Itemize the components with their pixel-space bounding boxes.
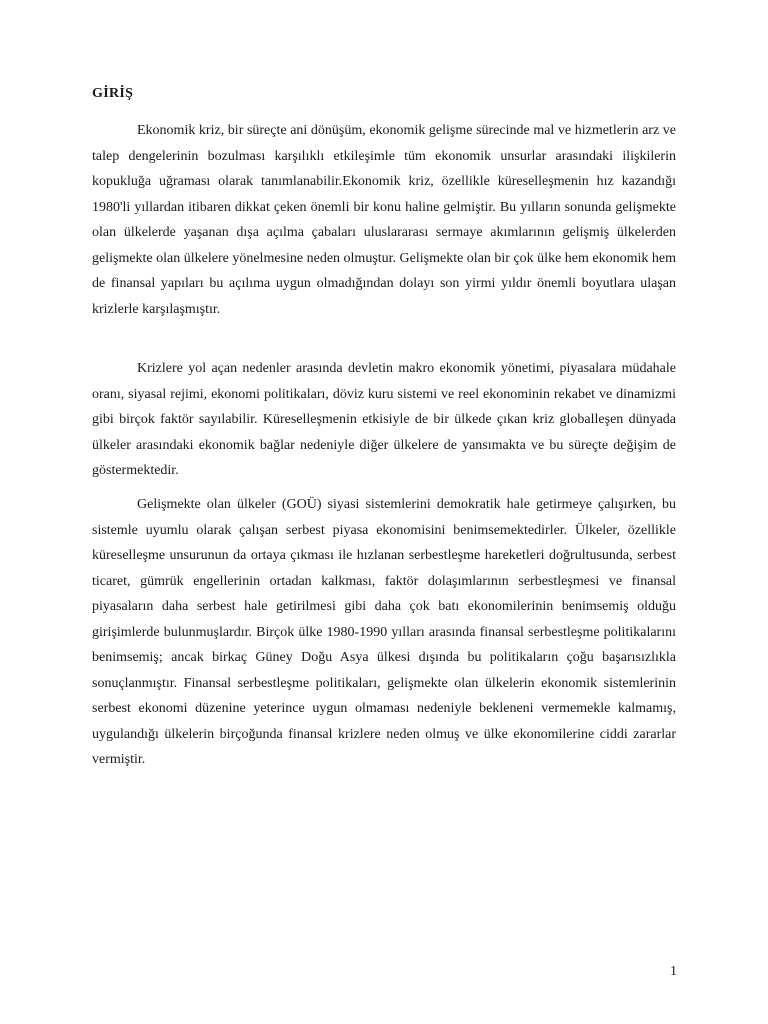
page-number: 1 [670, 964, 677, 979]
section-heading: GİRİŞ [92, 86, 134, 101]
body-paragraph-3: Gelişmekte olan ülkeler (GOÜ) siyasi sistemlerini demokratik hale getirmeye çalışırken, bu sistemle uyumlu olarak çalışan serbest piyasa ekonomisini benimsemektedirler. Ülkeler, özellikle küreselleşme unsurunun da ortaya çıkması ile hızlanan serbestleşme hareketleri doğrultusunda, serbest ticaret, gümrük engellerinin ortadan kalkması, faktör dolaşımlarının serbestleşmesi ve finansal piyasaların daha serbest hale getirilmesi gibi daha çok batı ekonomilerinin benimsemiş olduğu girişimlerde bulunmuşlardır. Birçok ülke 1980-1990 yılları arasında finansal serbestleşme politikalarını benimsemiş; ancak birkaç Güney Doğu Asya ülkesi dışında bu politikaların çoğu başarısızlıkla sonuçlanmıştır. Finansal serbestleşme politikaları, gelişmekte olan ülkelerin ekonomik sistemlerinin serbest ekonomi düzenine yeterince uygun olmaması nedeniyle bekleneni vermemekle kalmamış, uygulandığı ülkelerin birçoğunda finansal krizlere neden olmuş ve ülke ekonomilerine ciddi zararlar vermiştir. [92, 497, 676, 767]
body-paragraph-1: Ekonomik kriz, bir süreçte ani dönüşüm, ekonomik gelişme sürecinde mal ve hizmetlerin arz ve talep dengelerinin bozulması karşılıklı etkileşimle tüm ekonomik unsurlar arasındaki ilişkilerin kopukluğa uğraması olarak tanımlanabilir.Ekonomik kriz, özellikle küreselleşmenin hız kazandığı 1980'li yıllardan itibaren dikkat çeken önemli bir konu haline gelmiştir. Bu yılların sonunda gelişmekte olan ülkelerde yaşanan dışa açılma çabaları uluslararası sermaye akımlarının gelişmiş ülkelerden gelişmekte olan ülkelere yönelmesine neden olmuştur. Gelişmekte olan bir çok ülke hem ekonomik hem de finansal yapıları bu açılıma uygun olmadığından dolayı son yirmi yıldır önemli boyutlara ulaşan krizlerle karşılaşmıştır. [92, 123, 676, 317]
body-paragraph-2: Krizlere yol açan nedenler arasında devletin makro ekonomik yönetimi, piyasalara müdahale oranı, siyasal rejimi, ekonomi politikaları, döviz kuru sistemi ve reel ekonominin rekabet ve dinamizmi gibi birçok faktör sayılabilir. Küreselleşmenin etkisiyle de bir ülkede çıkan kriz globalleşen dünyada ülkeler arasındaki ekonomik bağlar nedeniyle diğer ülkelere de yansımakta ve bu süreçte değişim de göstermektedir. [92, 361, 676, 478]
